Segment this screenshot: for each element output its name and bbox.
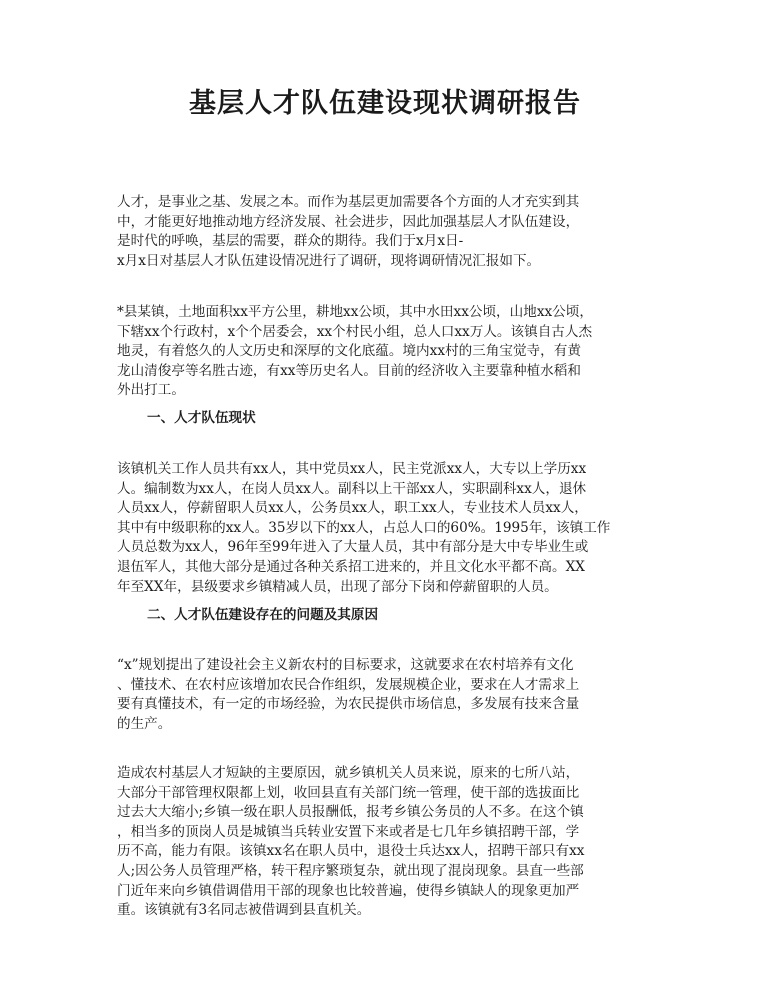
text-line: 地灵，有着悠久的人文历史和深厚的文化底蕴。境内xx村的三角宝觉寺，有黄	[117, 343, 581, 360]
document-title: 基层人才队伍建设现状调研报告	[189, 88, 581, 119]
intro-paragraph	[117, 193, 657, 271]
text-line: 人;因公务人员管理严格，转干程序繁琐复杂，就出现了混岗现象。县直一些部	[117, 862, 584, 879]
text-line: 大部分干部管理权限都上划，收回县直有关部门统一管理，使干部的选拔面比	[117, 784, 580, 801]
text-line: 退伍军人，其他大部分是通过各种关系招工进来的，并且文化水平都不高。XX	[117, 558, 585, 575]
text-line: 龙山清俊亭等名胜古迹，有xx等历史名人。目前的经济收入主要靠种植水稻和	[117, 362, 581, 379]
text-line: 重。该镇就有3名同志被借调到县直机关。	[117, 902, 371, 919]
text-line: 历不高，能力有限。该镇xx名在职人员中，退役士兵达xx人，招聘干部只有xx	[117, 843, 585, 860]
text-line: 人员总数为xx人，96年至99年进入了大量人员，其中有部分是大中专毕业生或	[117, 539, 589, 556]
text-line: x月x日对基层人才队伍建设情况进行了调研，现将调研情况汇报如下。	[117, 252, 541, 269]
section2-paragraph-1	[117, 656, 657, 734]
text-line: 外出打工。	[117, 382, 185, 399]
text-line: “x”规划提出了建设社会主义新农村的目标要求，这就要求在农村培养有文化	[117, 657, 574, 673]
text-line: 人才，是事业之基、发展之本。而作为基层更加需要各个方面的人才充实到其	[117, 194, 580, 210]
text-line: 过去大大缩小;乡镇一级在职人员报酬低，报考乡镇公务员的人不多。在这个镇	[117, 804, 584, 821]
text-line: 造成农村基层人才短缺的主要原因，就乡镇机关人员来说，原来的七所八站，	[117, 765, 580, 781]
text-line: 中，才能更好地推动地方经济发展、社会进步，因此加强基层人才队伍建设，	[117, 213, 580, 230]
section-heading-1: 一、人才队伍现状	[147, 410, 256, 426]
text-line: 的生产。	[117, 715, 172, 732]
text-line: 要有真懂技术，有一定的市场经验，为农民提供市场信息，多发展有技来含量	[117, 696, 580, 713]
text-line: *县某镇，土地面积xx平方公里，耕地xx公顷，其中水田xx公顷，山地xx公顷，	[117, 304, 593, 320]
text-line: 人。编制数为xx人，在岗人员xx人。副科以上干部xx人，实职副科xx人，退休	[117, 480, 587, 497]
section-heading-2: 二、人才队伍建设存在的问题及其原因	[147, 607, 379, 623]
text-line: 是时代的呼唤，基层的需要，群众的期待。我们于x月x日-	[117, 233, 464, 250]
text-line: 门近年来向乡镇借调借用干部的现象也比较普遍，使得乡镇缺人的现象更加严	[117, 882, 580, 899]
text-line: 年至XX年，县级要求乡镇精减人员，出现了部分下岗和停薪留职的人员。	[117, 578, 558, 595]
section1-paragraph	[117, 460, 657, 597]
text-line: ，相当多的顶岗人员是城镇当兵转业安置下来或者是七几年乡镇招聘干部，学	[117, 823, 580, 840]
text-line: 其中有中级职称的xx人。35岁以下的xx人，占总人口的60%。1995年，该镇工作	[117, 519, 611, 536]
text-line: 、懂技术、在农村应该增加农民合作组织，发展规模企业，要求在人才需求上	[117, 676, 580, 693]
section2-paragraph-2	[117, 764, 657, 921]
text-line: 下辖xx个行政村，x个个居委会，xx个村民小组，总人口xx万人。该镇自古人杰	[117, 323, 593, 340]
overview-paragraph	[117, 303, 657, 401]
text-line: 该镇机关工作人员共有xx人，其中党员xx人，民主党派xx人，大专以上学历xx	[117, 461, 587, 477]
text-line: 人员xx人，停薪留职人员xx人，公务员xx人，职工xx人，专业技术人员xx人，	[117, 500, 588, 517]
